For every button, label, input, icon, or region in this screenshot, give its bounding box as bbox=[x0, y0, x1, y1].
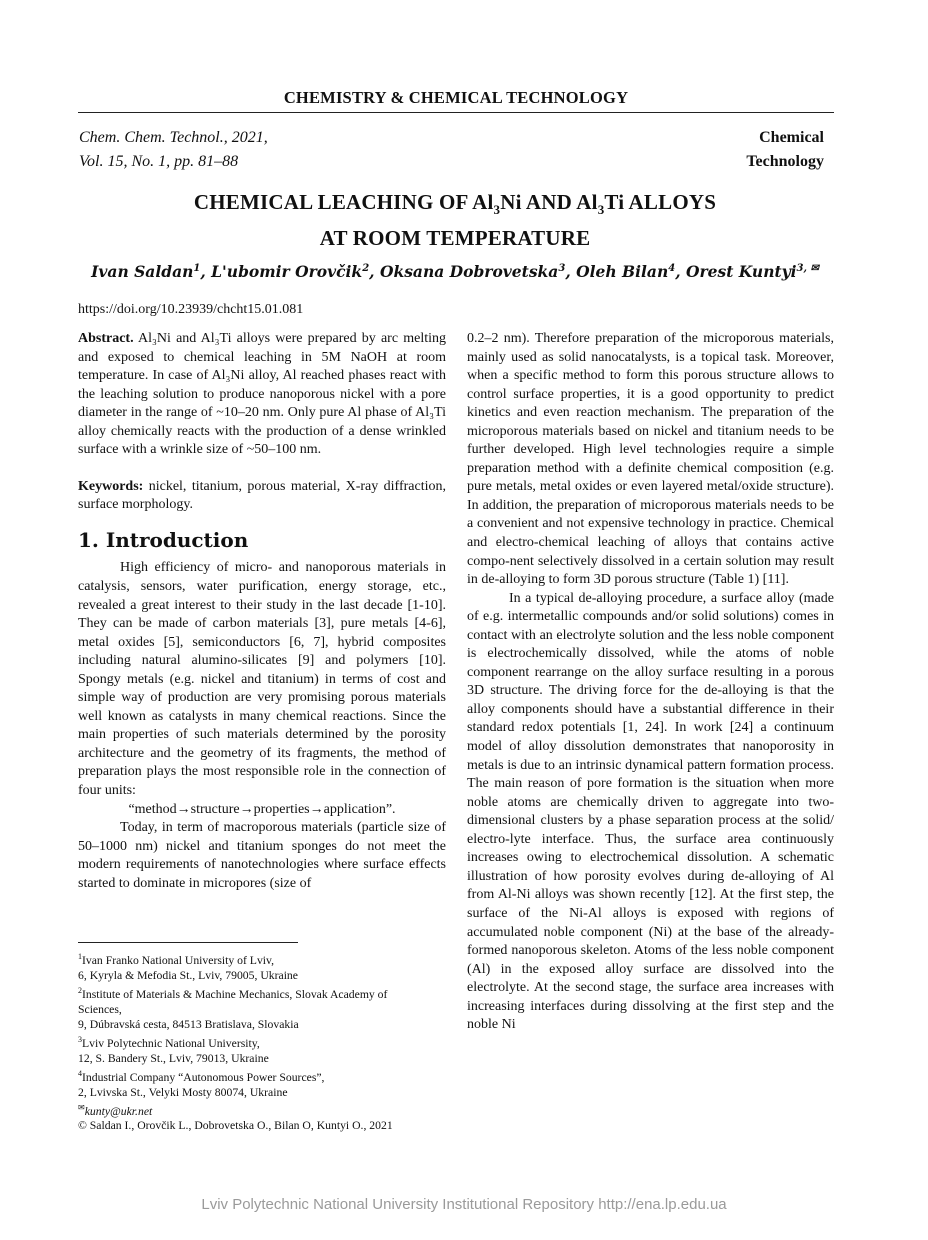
left-column bbox=[78, 330, 446, 893]
footnotes bbox=[78, 942, 446, 1133]
footnote-line: $^4$Industrial Company “Autonomous Power Sources”, bbox=[78, 1068, 325, 1084]
author: Orest Kuntyi$^{3,}$ bbox=[685, 262, 811, 281]
section-heading-introduction: 1. Introduction bbox=[78, 527, 249, 552]
intro-paragraph-1: High efficiency of micro- and nanoporous materials in catalysis, sensors, water purification, energy storage, etc., revealed a great interest to their study in the last decade [1-10]. They can be made of carbon materials [3], pure metals [4-6], metal oxides [5], semiconductors [6, 7], hybrid composites including natural alumino-silicates [9] and polymers [10]. Spongy metals (e.g. nickel and titanium) in terms of cost and simple way of production are very promising porous materials well known as catalysts in many chemical reactions. Since the main properties of such materials determined by the porosity architecture and the geometry of its fragments, the method of preparation plays the most responsible role in the connection of four units: bbox=[78, 560, 446, 799]
footnote-line: 9, Dúbravská cesta, 84513 Bratislava, Slovakia bbox=[78, 1017, 299, 1031]
citation-info bbox=[79, 126, 268, 174]
footnote-email[interactable]: ✉kunty@ukr.net bbox=[78, 1102, 153, 1118]
journal-running-head: CHEMISTRY & CHEMICAL TECHNOLOGY bbox=[78, 88, 834, 113]
footnote-line: 2, Lvivska St., Velyki Mosty 80074, Ukraine bbox=[78, 1085, 288, 1099]
right-paragraph-2: In a typical de-alloying procedure, a surface alloy (made of e.g. intermetallic compounds and/or solid solutions) comes in contact with an electrolyte solution and the less noble component is electrochemically dissolved, while the atoms of noble component rearrange on the alloy surface resulting in a porous 3D structure. The driving force for the de-alloying is that the alloy components should have a substantial difference in their standard redox potentials [1, 24]. In work [24] a continuum model of alloy dissolution demonstrates that nanoporosity in metals is due to an intrinsic dynamical pattern formation process. The main reason of pore formation is the situation when more noble atoms are chemically driven to aggregate into two-dimensional clusters by a phase separation process at the solid/ electro-lyte interface. Thus, the surface area continuously increases owing to electrochemical dissolution. A schematic illustration of how porosity evolves during de-alloying of Al from Al-Ni alloys was shown recently [12]. At the first step, the surface of the Ni-Al alloys is exposed with regions of accumulated noble component (Ni) at the base of the already-formed nanoporous skeleton. Atoms of the less noble component (Al) in the exposed alloy surface are dissolved into the electrolyte. At the second stage, the surface area increases with increasing interfaces during dissolving at the first step and the noble Ni bbox=[467, 590, 834, 1033]
title-line-1: CHEMICAL LEACHING OF $Al_3Ni$ AND $Al_3Ti$ ALLOYS bbox=[193, 190, 717, 218]
footnote-line: 12, S. Bandery St., Lviv, 79013, Ukraine bbox=[78, 1051, 269, 1065]
envelope-icon: ✉ bbox=[810, 262, 819, 274]
author: L'ubomir Orovčik$^2$, bbox=[211, 262, 380, 281]
journal-section bbox=[746, 126, 824, 174]
paper-title bbox=[0, 188, 910, 253]
footnote-rule bbox=[78, 942, 298, 943]
journal-section-line-2: Technology bbox=[746, 153, 824, 170]
footnote-line: $^1$Ivan Franko National University of Lviv, bbox=[78, 952, 275, 967]
keywords-label: Keywords: bbox=[78, 478, 144, 494]
envelope-icon: ✉ bbox=[78, 1102, 85, 1112]
doi-link[interactable]: https://doi.org/10.23939/chcht15.01.081 bbox=[78, 302, 304, 317]
footnote-line: Sciences, bbox=[78, 1002, 122, 1016]
footnote-line: $^3$Lviv Polytechnic National University, bbox=[78, 1034, 260, 1050]
journal-section-line-1: Chemical bbox=[759, 129, 824, 146]
citation-line-1: Chem. Chem. Technol., 2021, bbox=[79, 129, 268, 146]
author-list bbox=[0, 262, 910, 281]
keywords-text: nickel, titanium, porous material, X-ray diffraction, surface morphology. bbox=[78, 478, 446, 513]
intro-quote: “method→structure→properties→application”. bbox=[128, 801, 396, 817]
footnote-line: 6, Kyryla & Mefodia St., Lviv, 79005, Ukraine bbox=[78, 968, 298, 982]
author: Ivan Saldan$^1$, bbox=[91, 262, 212, 281]
intro-paragraph-2: Today, in term of macroporous materials (particle size of 50–1000 nm) nickel and titanium sponges do not meet the modern requirements of nanotechnologies where surface effects started to dominate in micropores (size of bbox=[78, 820, 446, 891]
footnote-line: $^2$Institute of Materials & Machine Mechanics, Slovak Academy of bbox=[78, 985, 388, 1001]
keywords bbox=[78, 478, 446, 515]
citation-line-2: Vol. 15, No. 1, pp. 81‒88 bbox=[79, 153, 239, 170]
title-line-2: AT ROOM TEMPERATURE bbox=[319, 226, 591, 251]
right-paragraph-1: 0.2–2 nm). Therefore preparation of the microporous materials, mainly used as solid nanocatalysts, is a topical task. Moreover, when a specific method to form this porous structure allows to control surface properties, it is a good opportunity to predict kinetics and even reaction mechanism. The preparation of the microporous materials based on nickel and titanium needs to be further developed. High level technologies require a simple preparation method with a definite chemical composition (e.g. pure metals, metal oxides or even layered metal/oxide structure). In addition, the preparation of microporous materials needs to be a convenient and not expensive technology in practice. Chemical and electro-chemical leaching of alloys that contains active compo-nent selectively dissolved in a certain solution may result in de-alloying to form 3D porous structure (Table 1) [11]. bbox=[467, 331, 834, 588]
abstract-text: Al₃Ni and Al₃Ti alloys were prepared by arc melting and exposed to chemical leaching in 5M NaOH at room temperature. In case of Al₃Ni alloy, Al reached phases react with the leaching solution to produce nanoporous nickel with a pore diameter in the range of ~10–20 nm. Only pure Al phase of Al₃Ti alloy chemically reacts with the production of a dense wrinkled surface with a wrinkle size of ~50–100 nm. bbox=[78, 331, 446, 458]
author: Oleh Bilan$^4$, bbox=[576, 262, 686, 281]
abstract-label: Abstract. bbox=[78, 331, 134, 346]
abstract bbox=[78, 330, 446, 460]
right-column bbox=[467, 330, 834, 1035]
copyright-line: © Saldan I., Orovčik L., Dobrovetska O., Bilan O, Kuntyi O., 2021 bbox=[78, 1119, 393, 1133]
author: Oksana Dobrovetska$^3$, bbox=[379, 262, 577, 281]
repository-footer[interactable]: Lviv Polytechnic National University Institutional Repository http://ena.lp.edu.ua bbox=[201, 1196, 727, 1213]
